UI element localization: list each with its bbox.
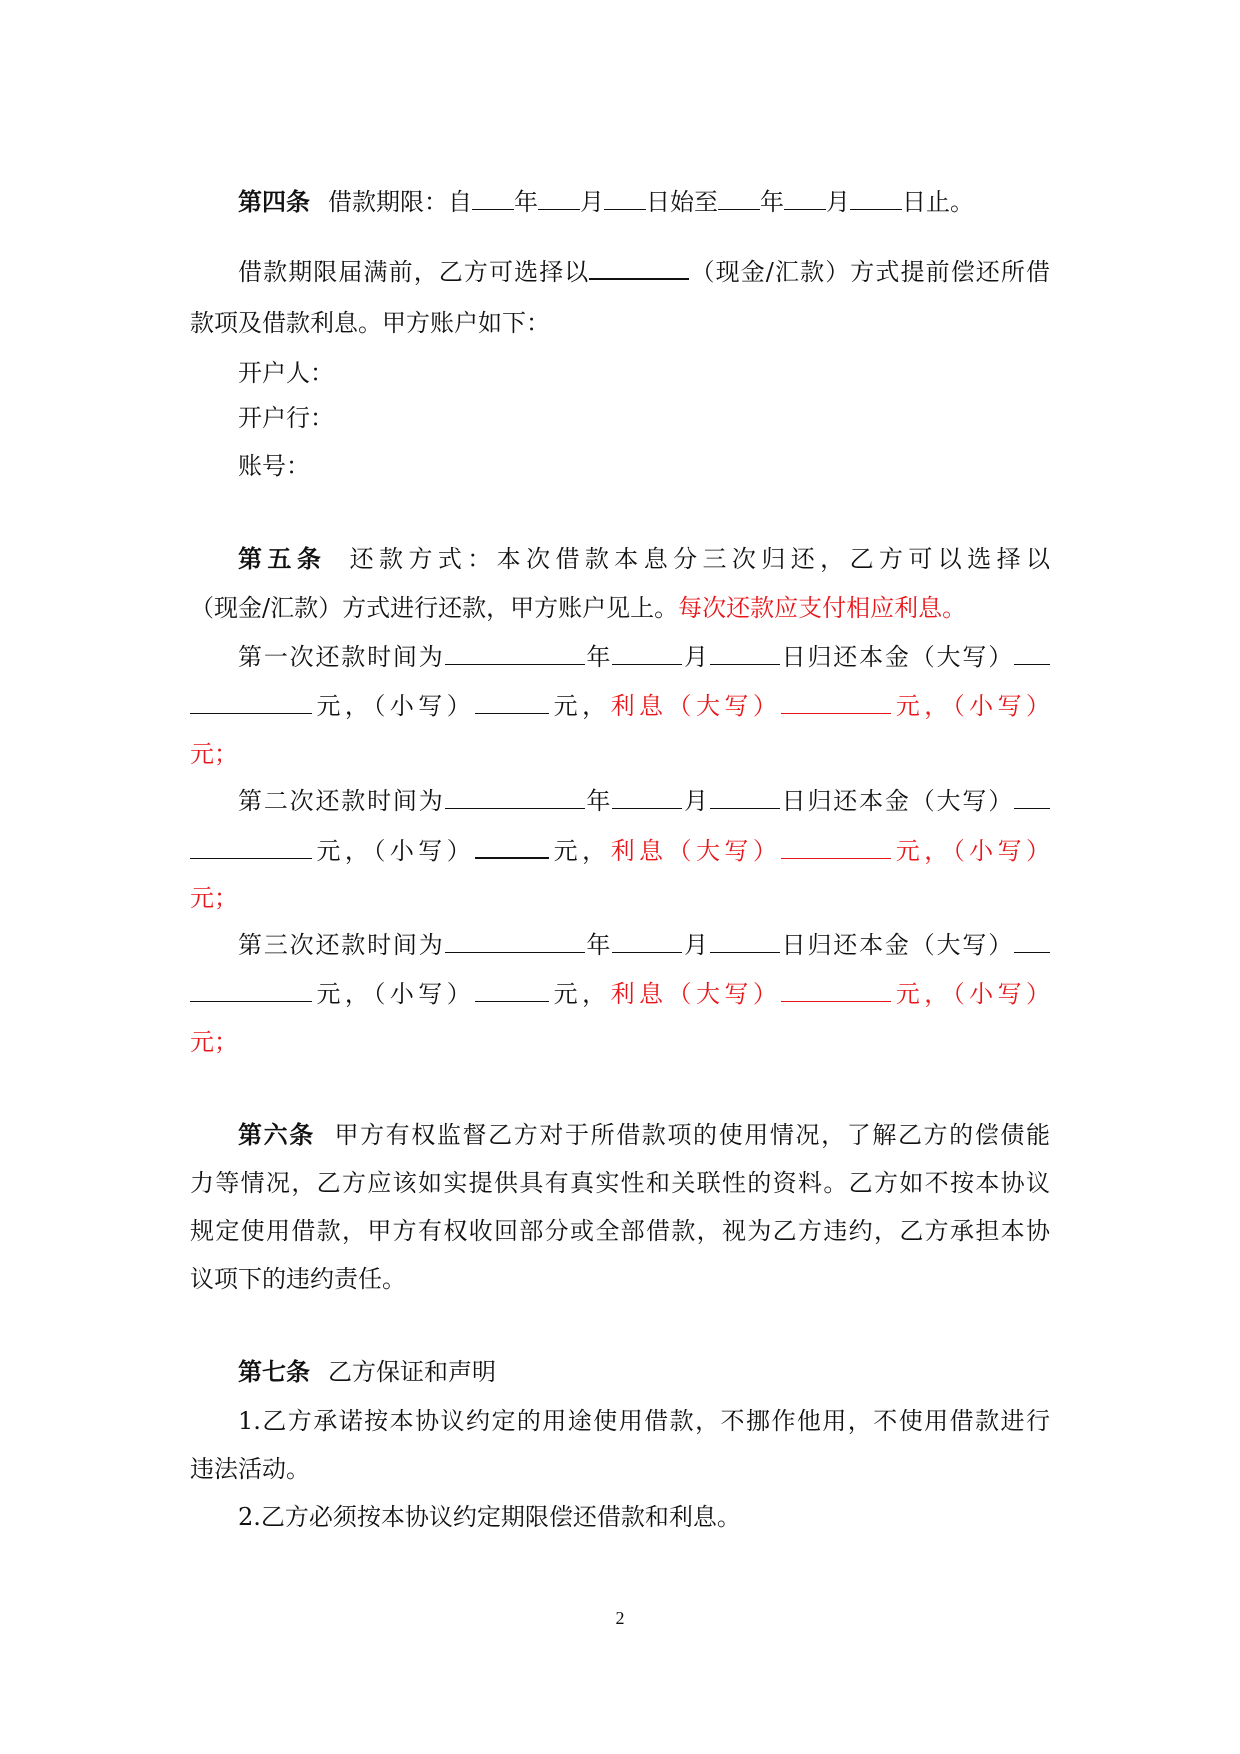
- blank-principal-lower[interactable]: [475, 975, 549, 1002]
- blank-start-month[interactable]: [538, 183, 580, 210]
- blank-date-year[interactable]: [445, 926, 585, 953]
- blank-prepay-method[interactable]: [589, 252, 689, 280]
- article4-term: 第四条 借款期限：自 年 月 日始至 年 月 日止。: [238, 183, 1050, 220]
- blank-principal-upper[interactable]: [1014, 638, 1050, 665]
- installment-1-end: 元；: [190, 740, 238, 768]
- article4-heading: 第四条: [238, 187, 310, 216]
- account-bank-label: 开户行：: [238, 404, 334, 432]
- blank-date-month[interactable]: [612, 782, 682, 809]
- blank-interest-upper[interactable]: [781, 975, 891, 1002]
- article6-line1: 第六条 甲方有权监督乙方对于所借款项的使用情况，了解乙方的偿债能: [238, 1120, 1051, 1149]
- installment-2-end: 元；: [190, 884, 238, 912]
- blank-principal-upper[interactable]: [1014, 782, 1050, 809]
- installment-2-line2: 元，（小写） 元，利息（大写） 元，（小写）: [190, 831, 1050, 869]
- article5-heading: 第五条: [238, 544, 327, 573]
- blank-date-month[interactable]: [612, 638, 682, 665]
- blank-date-year[interactable]: [445, 638, 585, 665]
- blank-end-day[interactable]: [850, 183, 902, 210]
- article7-heading: 第七条: [238, 1357, 310, 1386]
- article5-intro: 第五条 还款方式：本次借款本息分三次归还，乙方可以选择以: [238, 544, 1051, 573]
- blank-principal-upper[interactable]: [1014, 926, 1050, 953]
- blank-interest-upper[interactable]: [781, 832, 891, 859]
- blank-date-day[interactable]: [710, 638, 780, 665]
- blank-start-day[interactable]: [604, 183, 646, 210]
- blank-principal-lower[interactable]: [475, 687, 549, 714]
- blank-end-year[interactable]: [718, 183, 760, 210]
- account-holder-label: 开户人：: [238, 359, 334, 387]
- article4-prepay: 借款期限届满前，乙方可选择以 （现金/汇款）方式提前偿还所借: [238, 252, 1050, 290]
- article6-line4: 议项下的违约责任。: [190, 1265, 406, 1293]
- installment-3-line1: 第三次还款时间为 年 月 日归还本金（大写）: [238, 926, 1050, 963]
- installment-3-end: 元；: [190, 1028, 238, 1056]
- article6-line2: 力等情况，乙方应该如实提供具有真实性和关联性的资料。乙方如不按本协议: [190, 1169, 1050, 1197]
- installment-3-line2: 元，（小写） 元，利息（大写） 元，（小写）: [190, 975, 1050, 1012]
- blank-start-year[interactable]: [472, 183, 514, 210]
- article6-line3: 规定使用借款，甲方有权收回部分或全部借款，视为乙方违约，乙方承担本协: [190, 1217, 1050, 1245]
- blank-interest-upper[interactable]: [781, 687, 891, 714]
- article7-item1-cont: 违法活动。: [190, 1455, 310, 1483]
- blank-date-month[interactable]: [612, 926, 682, 953]
- blank-date-day[interactable]: [710, 926, 780, 953]
- article7-item2: 2.乙方必须按本协议约定期限偿还借款和利息。: [238, 1503, 741, 1531]
- installment-1-line1: 第一次还款时间为 年 月 日归还本金（大写）: [238, 638, 1050, 675]
- blank-principal-upper-cont[interactable]: [190, 687, 312, 714]
- article6-heading: 第六条: [238, 1120, 315, 1149]
- blank-principal-lower[interactable]: [475, 831, 549, 859]
- account-number-label: 账号：: [238, 452, 310, 480]
- article7-item1: 1.乙方承诺按本协议约定的用途使用借款，不挪作他用，不使用借款进行: [238, 1407, 1050, 1435]
- article4-prepay-cont: 款项及借款利息。甲方账户如下：: [190, 309, 550, 337]
- blank-date-day[interactable]: [710, 782, 780, 809]
- article5-intro-cont: （现金/汇款）方式进行还款，甲方账户见上。每次还款应支付相应利息。: [190, 594, 967, 622]
- blank-principal-upper-cont[interactable]: [190, 832, 312, 859]
- blank-principal-upper-cont[interactable]: [190, 975, 312, 1002]
- blank-date-year[interactable]: [445, 782, 585, 809]
- article7-title: 第七条 乙方保证和声明: [238, 1357, 496, 1386]
- blank-end-month[interactable]: [784, 183, 826, 210]
- installment-2-line1: 第二次还款时间为 年 月 日归还本金（大写）: [238, 782, 1050, 819]
- page-number: 2: [615, 1608, 625, 1628]
- installment-1-line2: 元，（小写） 元，利息（大写） 元，（小写）: [190, 687, 1050, 724]
